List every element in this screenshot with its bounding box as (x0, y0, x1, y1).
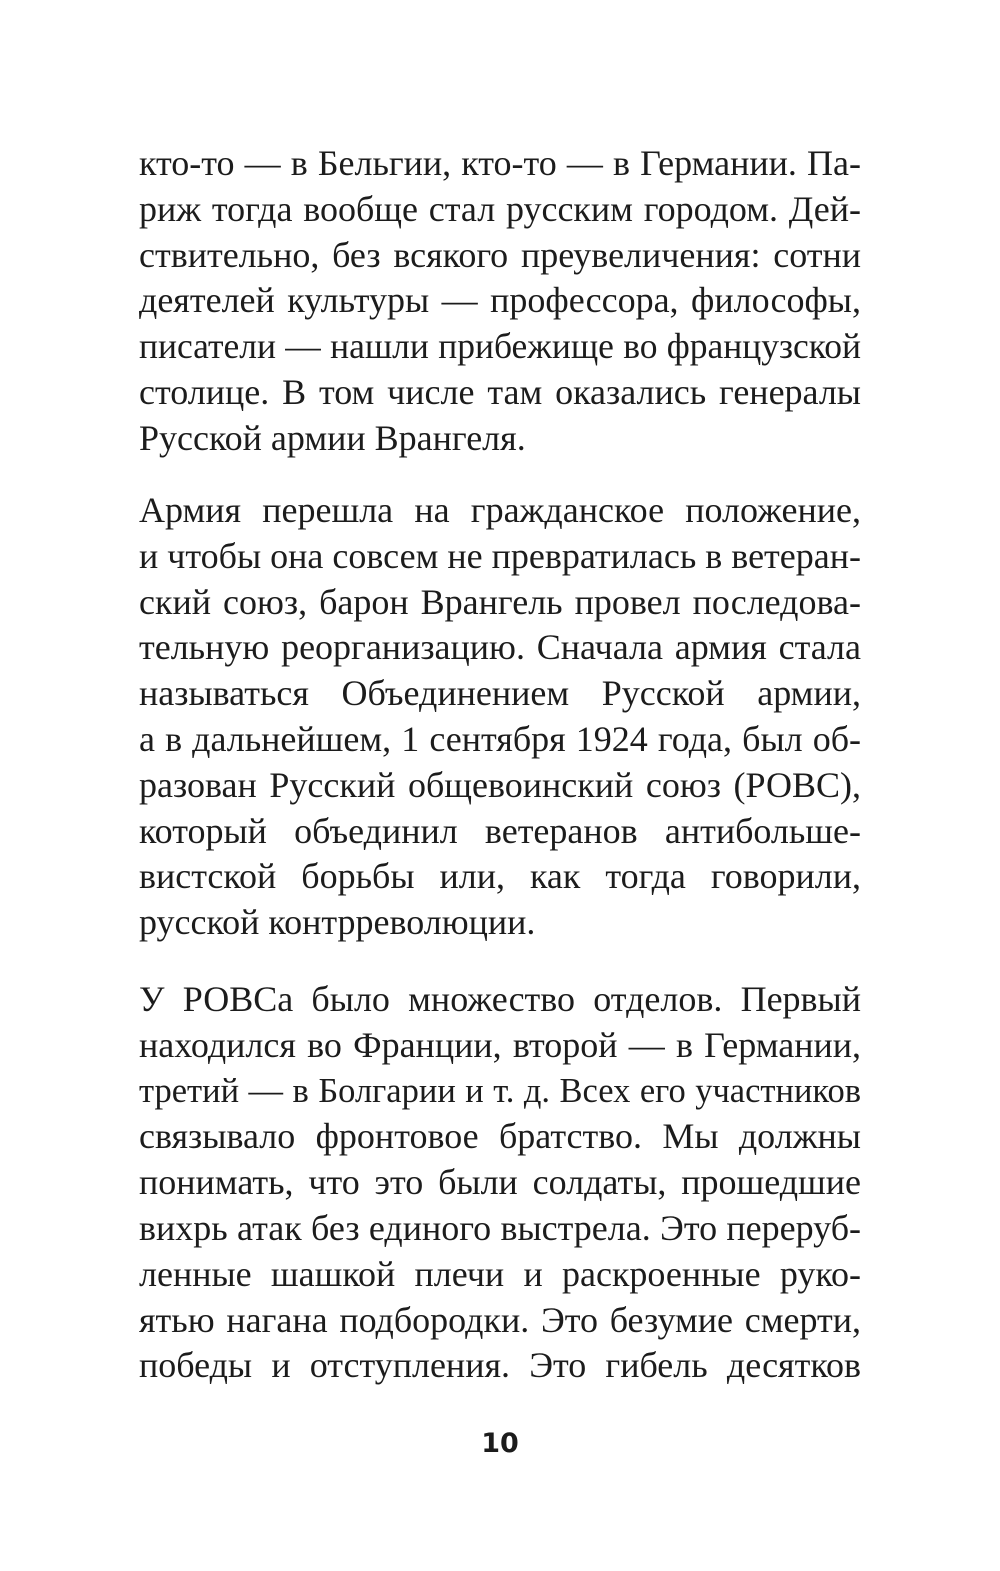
text-line: столице. В том числе там оказались генералы (139, 371, 861, 412)
text-line: русской контрреволюции. (139, 902, 536, 943)
text-line: Русской армии Врангеля. (139, 417, 526, 458)
text-line: называться Объединением Русской армии, (139, 673, 861, 714)
text-line: вихрь атак без единого выстрела. Это переруб- (139, 1207, 861, 1248)
text-line: кто-то — в Бельгии, кто-то — в Германии. Па- (139, 143, 861, 183)
text-line: У РОВСа было множество отделов. Первый (139, 979, 861, 1019)
paragraph-3 (139, 977, 861, 1389)
text-line: связывало фронтовое братство. Мы должны (139, 1116, 861, 1157)
text-line: ятью нагана подбородки. Это безумие смерти, (139, 1299, 861, 1340)
text-line: третий — в Болгарии и т. д. Всех его участников (139, 1071, 861, 1110)
paragraph-2 (139, 488, 861, 946)
text-line: а в дальнейшем, 1 сентября 1924 года, был об- (139, 718, 861, 759)
paragraph-1 (139, 141, 861, 462)
text-line: ствительно, без всякого преувеличения: сотни (139, 234, 861, 275)
text-line: деятелей культуры — профессора, философы, (139, 280, 861, 321)
text-line: который объединил ветеранов антибольше- (139, 810, 861, 851)
text-line: и чтобы она совсем не превратилась в ветеран- (139, 535, 861, 576)
text-line: писатели — нашли прибежище во французской (139, 326, 861, 367)
text-line: ский союз, барон Врангель провел последова- (139, 581, 861, 622)
text-line: ленные шашкой плечи и раскроенные руко- (139, 1253, 861, 1294)
text-line: тельную реорганизацию. Сначала армия стала (139, 627, 861, 668)
text-line: разован Русский общевоинский союз (РОВС), (139, 764, 861, 805)
text-line: риж тогда вообще стал русским городом. Дей- (139, 188, 861, 229)
text-line: победы и отступления. Это гибель десятков (139, 1345, 861, 1386)
text-line: Армия перешла на гражданское положение, (139, 490, 861, 530)
text-line: понимать, что это были солдаты, прошедшие (139, 1162, 861, 1203)
page-number: 10 (481, 1428, 519, 1459)
text-line: находился во Франции, второй — в Германии, (139, 1024, 861, 1065)
text-line: вистской борьбы или, как тогда говорили, (139, 856, 861, 897)
